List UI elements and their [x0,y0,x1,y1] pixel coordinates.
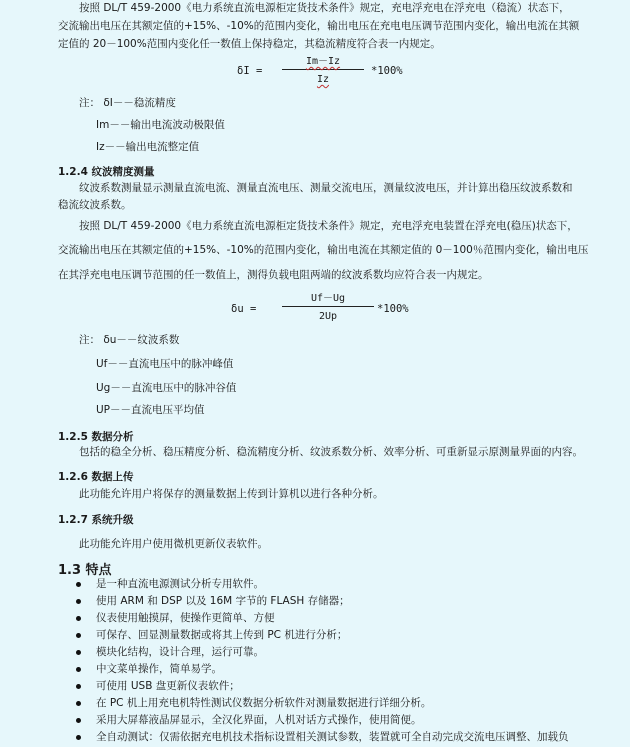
feature-item: 使用 ARM 和 DSP 以及 16M 字节的 FLASH 存储器； [96,595,350,607]
notes1-im: Im－－输出电流波动极限值 [96,119,225,131]
bullet-icon [76,633,81,638]
feature-item: 在 PC 机上用充电机特性测试仪数据分析软件对测量数据进行详细分析。 [96,697,432,709]
formula1-fraction [282,52,364,85]
sec124-p1a: 纹波系数测量显示测量直流电流、测量直流电压、测量交流电压，测量纹波电压，并计算出稳压纹波系数和 [79,182,573,194]
formula2-denominator: 2Up [318,311,338,322]
bullet-icon [76,650,81,655]
formula2-lhs: δu = [231,303,257,315]
bullet-icon [76,667,81,672]
formula1-numerator: Im－Iz [305,56,341,67]
feature-item: 模块化结构，设计合理，运行可靠。 [96,646,264,658]
formula1-denominator: Iz [316,74,330,85]
intro-line-3: 定值的 20－100%范围内变化任一数值上保持稳定，其稳流精度符合表一内规定。 [58,38,441,50]
formula2-numerator: Uf－Ug [310,293,346,304]
sec124-heading: 1.2.4 纹波精度测量 [58,166,155,178]
notes2-title: 注： δu－－纹波系数 [79,334,180,346]
sec127-body: 此功能允许用户使用微机更新仪表软件。 [79,538,268,550]
bullet-icon [76,718,81,723]
bullet-icon [76,599,81,604]
feature-item: 可保存、回显测量数据或将其上传到 PC 机进行分析； [96,629,348,641]
formula1-lhs: δI = [237,65,263,77]
sec127-heading: 1.2.7 系统升级 [58,514,134,526]
intro-line-1: 按照 DL/T 459-2000《电力系统直流电源柜定货技术条件》规定，充电浮充电在浮充电（稳流）状态下， [79,2,570,14]
notes1-iz: Iz－－输出电流整定值 [96,141,200,153]
formula2-fraction [282,289,374,322]
formula2-factor: *100% [377,303,409,315]
notes2-uf: Uf－－直流电压中的脉冲峰值 [96,358,234,370]
feature-item: 可使用 USB 盘更新仪表软件； [96,680,240,692]
sec124-p2c: 在其浮充电电压调节范围的任一数值上，测得负载电阻两端的纹波系数均应符合表一内规定。 [58,269,489,281]
intro-line-2: 交流输出电压在其额定值的+15%、-10%的范围内变化，输出电压在充电电压调节范围内变化，输出电流在其额 [58,20,580,32]
sec124-p1b: 稳流纹波系数。 [58,199,132,211]
sec124-p2a: 按照 DL/T 459-2000《电力系统直流电源柜定货技术条件》规定，充电浮充电装置在浮充电(稳压)状态下， [79,220,578,232]
sec126-heading: 1.2.6 数据上传 [58,471,134,483]
notes1-title: 注： δI－－稳流精度 [79,97,176,109]
bullet-icon [76,701,81,706]
sec13-heading: 1.3 特点 [58,563,112,578]
sec125-body: 包括的稳全分析、稳压精度分析、稳流精度分析、纹波系数分析、效率分析、可重新显示原测量界面的内容。 [79,446,583,458]
formula1-factor: *100% [371,65,403,77]
sec125-heading: 1.2.5 数据分析 [58,431,134,443]
bullet-icon [76,616,81,621]
notes2-up: UP－－直流电压平均值 [96,404,205,416]
bullet-icon [76,735,81,740]
sec124-p2b: 交流输出电压在其额定值的+15%、-10%的范围内变化，输出电流在其额定值的 0－100％范围内变化，输出电压 [58,244,589,256]
bullet-icon [76,582,81,587]
feature-item: 是一种直流电源测试分析专用软件。 [96,578,264,590]
bullet-icon [76,684,81,689]
notes2-ug: Ug－－直流电压中的脉冲谷值 [96,382,237,394]
feature-item: 仪表使用触摸屏，使操作更简单、方便 [96,612,275,624]
sec126-body: 此功能允许用户将保存的测量数据上传到计算机以进行各种分析。 [79,488,384,500]
feature-item: 全自动测试：仅需依据充电机技术指标设置相关测试参数，装置就可全自动完成交流电压调整、加载负 [96,731,569,743]
feature-item: 中文菜单操作，简单易学。 [96,663,222,675]
feature-item: 采用大屏幕液晶屏显示，全汉化界面，人机对话方式操作，使用简便。 [96,714,422,726]
